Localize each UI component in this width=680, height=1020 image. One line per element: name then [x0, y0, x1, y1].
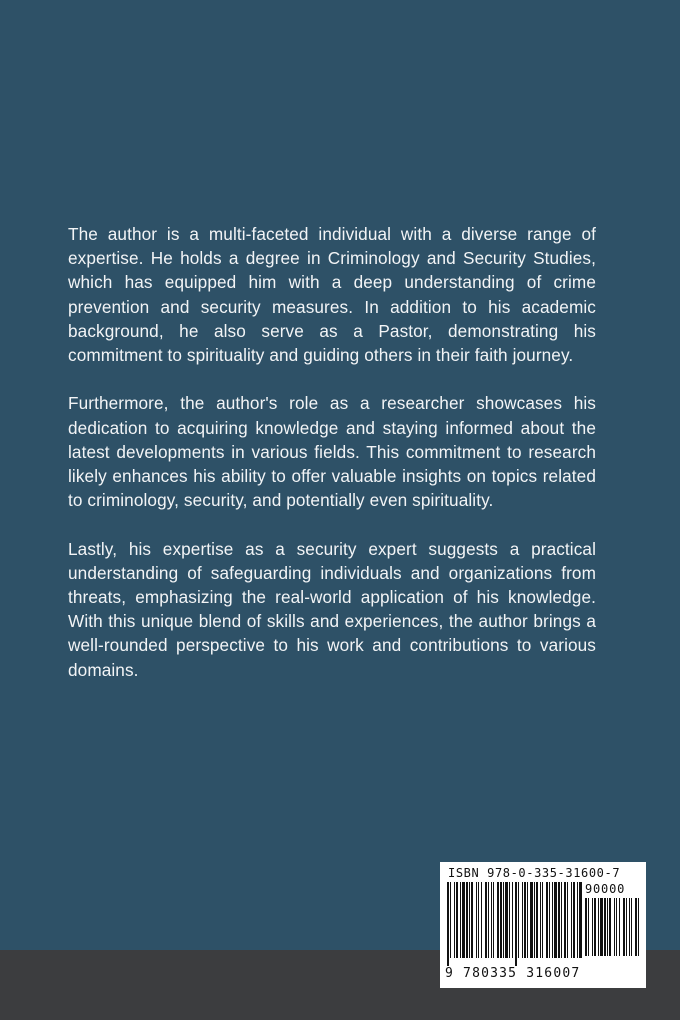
barcode-bar — [518, 882, 519, 958]
barcode-bar — [460, 882, 461, 958]
barcode-bar — [592, 898, 593, 956]
barcode-bar — [481, 882, 482, 958]
barcode-bar — [623, 898, 625, 956]
barcode-bar — [503, 882, 504, 958]
isbn-text: ISBN 978-0-335-31600-7 — [448, 866, 621, 880]
barcode-bar — [629, 898, 630, 956]
barcode-bar — [512, 882, 513, 958]
barcode-bar — [626, 898, 627, 956]
barcode-bar — [527, 882, 528, 958]
blurb-paragraph-3: Lastly, his expertise as a security expert suggests a practical understanding of safeguarding individuals and organizations from threats, emphasizing the real-world application of his knowledge. With this unique blend of skills and experiences, the author brings a well-rounded perspective to his work and contributions to various domains. — [68, 538, 596, 680]
barcode-bar — [469, 882, 470, 958]
ean-digits: 9 780335 316007 — [445, 966, 581, 981]
barcode-bar — [450, 882, 451, 958]
barcode-bar — [500, 882, 502, 958]
blurb-paragraph-2: Furthermore, the author's role as a researcher showcases his dedication to acquiring knowledge and staying informed about the latest developments in various fields. This commitment to research likely enhances his ability to offer valuable insights on topics related to criminology, security, and potentially even spirituality. — [68, 393, 596, 511]
author-blurb — [68, 222, 596, 706]
barcode-bar — [456, 882, 458, 958]
barcode-bar — [524, 882, 526, 958]
barcode-bar — [476, 882, 477, 958]
barcode-bar — [638, 898, 639, 956]
barcode-bar — [600, 898, 603, 956]
price-addon-digits: 90000 — [585, 882, 626, 896]
barcode-bar — [546, 882, 548, 958]
isbn-barcode — [440, 862, 646, 988]
barcode-bar — [604, 898, 606, 956]
barcode-bar — [471, 882, 473, 958]
barcode-bar — [549, 882, 550, 958]
barcode-bar — [564, 882, 566, 958]
barcode-bar — [594, 898, 596, 956]
barcode-bar — [614, 898, 615, 956]
barcode-bar — [462, 882, 465, 958]
blurb-paragraph-1: The author is a multi-faceted individual with a diverse range of expertise. He holds a degree in Criminology and Security Studies, which has equipped him with a deep understanding of crime prevention and security measures. In addition to his academic background, he also serve as a Pastor, demonstrating his commitment to spirituality and guiding others in their faith journey. — [68, 224, 596, 366]
barcode-bar — [493, 882, 494, 958]
barcode-bar — [478, 882, 479, 958]
barcode-bar — [609, 898, 611, 956]
barcode-bar — [515, 882, 517, 966]
barcode-bar — [447, 882, 449, 966]
barcode-bar — [454, 882, 455, 958]
barcode-bar — [530, 882, 533, 958]
barcode-bar — [491, 882, 492, 958]
addon-barcode-bars — [584, 898, 640, 964]
barcode-bar — [567, 882, 568, 958]
barcode-bar — [577, 882, 578, 958]
barcode-bar — [561, 882, 562, 958]
barcode-bar — [598, 898, 599, 956]
barcode-bar — [585, 898, 587, 956]
barcode-bar — [488, 882, 489, 958]
barcode-bar — [631, 898, 632, 956]
barcode-bar — [607, 898, 608, 956]
barcode-bar — [466, 882, 468, 958]
barcode-bar — [542, 882, 543, 958]
barcode-bar — [558, 882, 560, 958]
barcode-bar — [509, 882, 510, 958]
barcode-bar — [554, 882, 557, 958]
barcode-bar — [540, 882, 541, 958]
barcode-bar — [534, 882, 535, 958]
barcode-bar — [505, 882, 508, 958]
barcode-bar — [619, 898, 620, 956]
barcode-bar — [485, 882, 487, 958]
barcode-bar — [536, 882, 538, 958]
barcode-bar — [573, 882, 575, 958]
barcode-bar — [522, 882, 523, 958]
ean-barcode-bars — [446, 882, 584, 966]
barcode-bar — [635, 898, 637, 956]
barcode-bar — [588, 898, 589, 956]
barcode-bar — [579, 882, 582, 958]
barcode-bar — [571, 882, 572, 958]
barcode-bar — [497, 882, 499, 958]
barcode-bar — [552, 882, 553, 958]
barcode-bar — [616, 898, 617, 956]
